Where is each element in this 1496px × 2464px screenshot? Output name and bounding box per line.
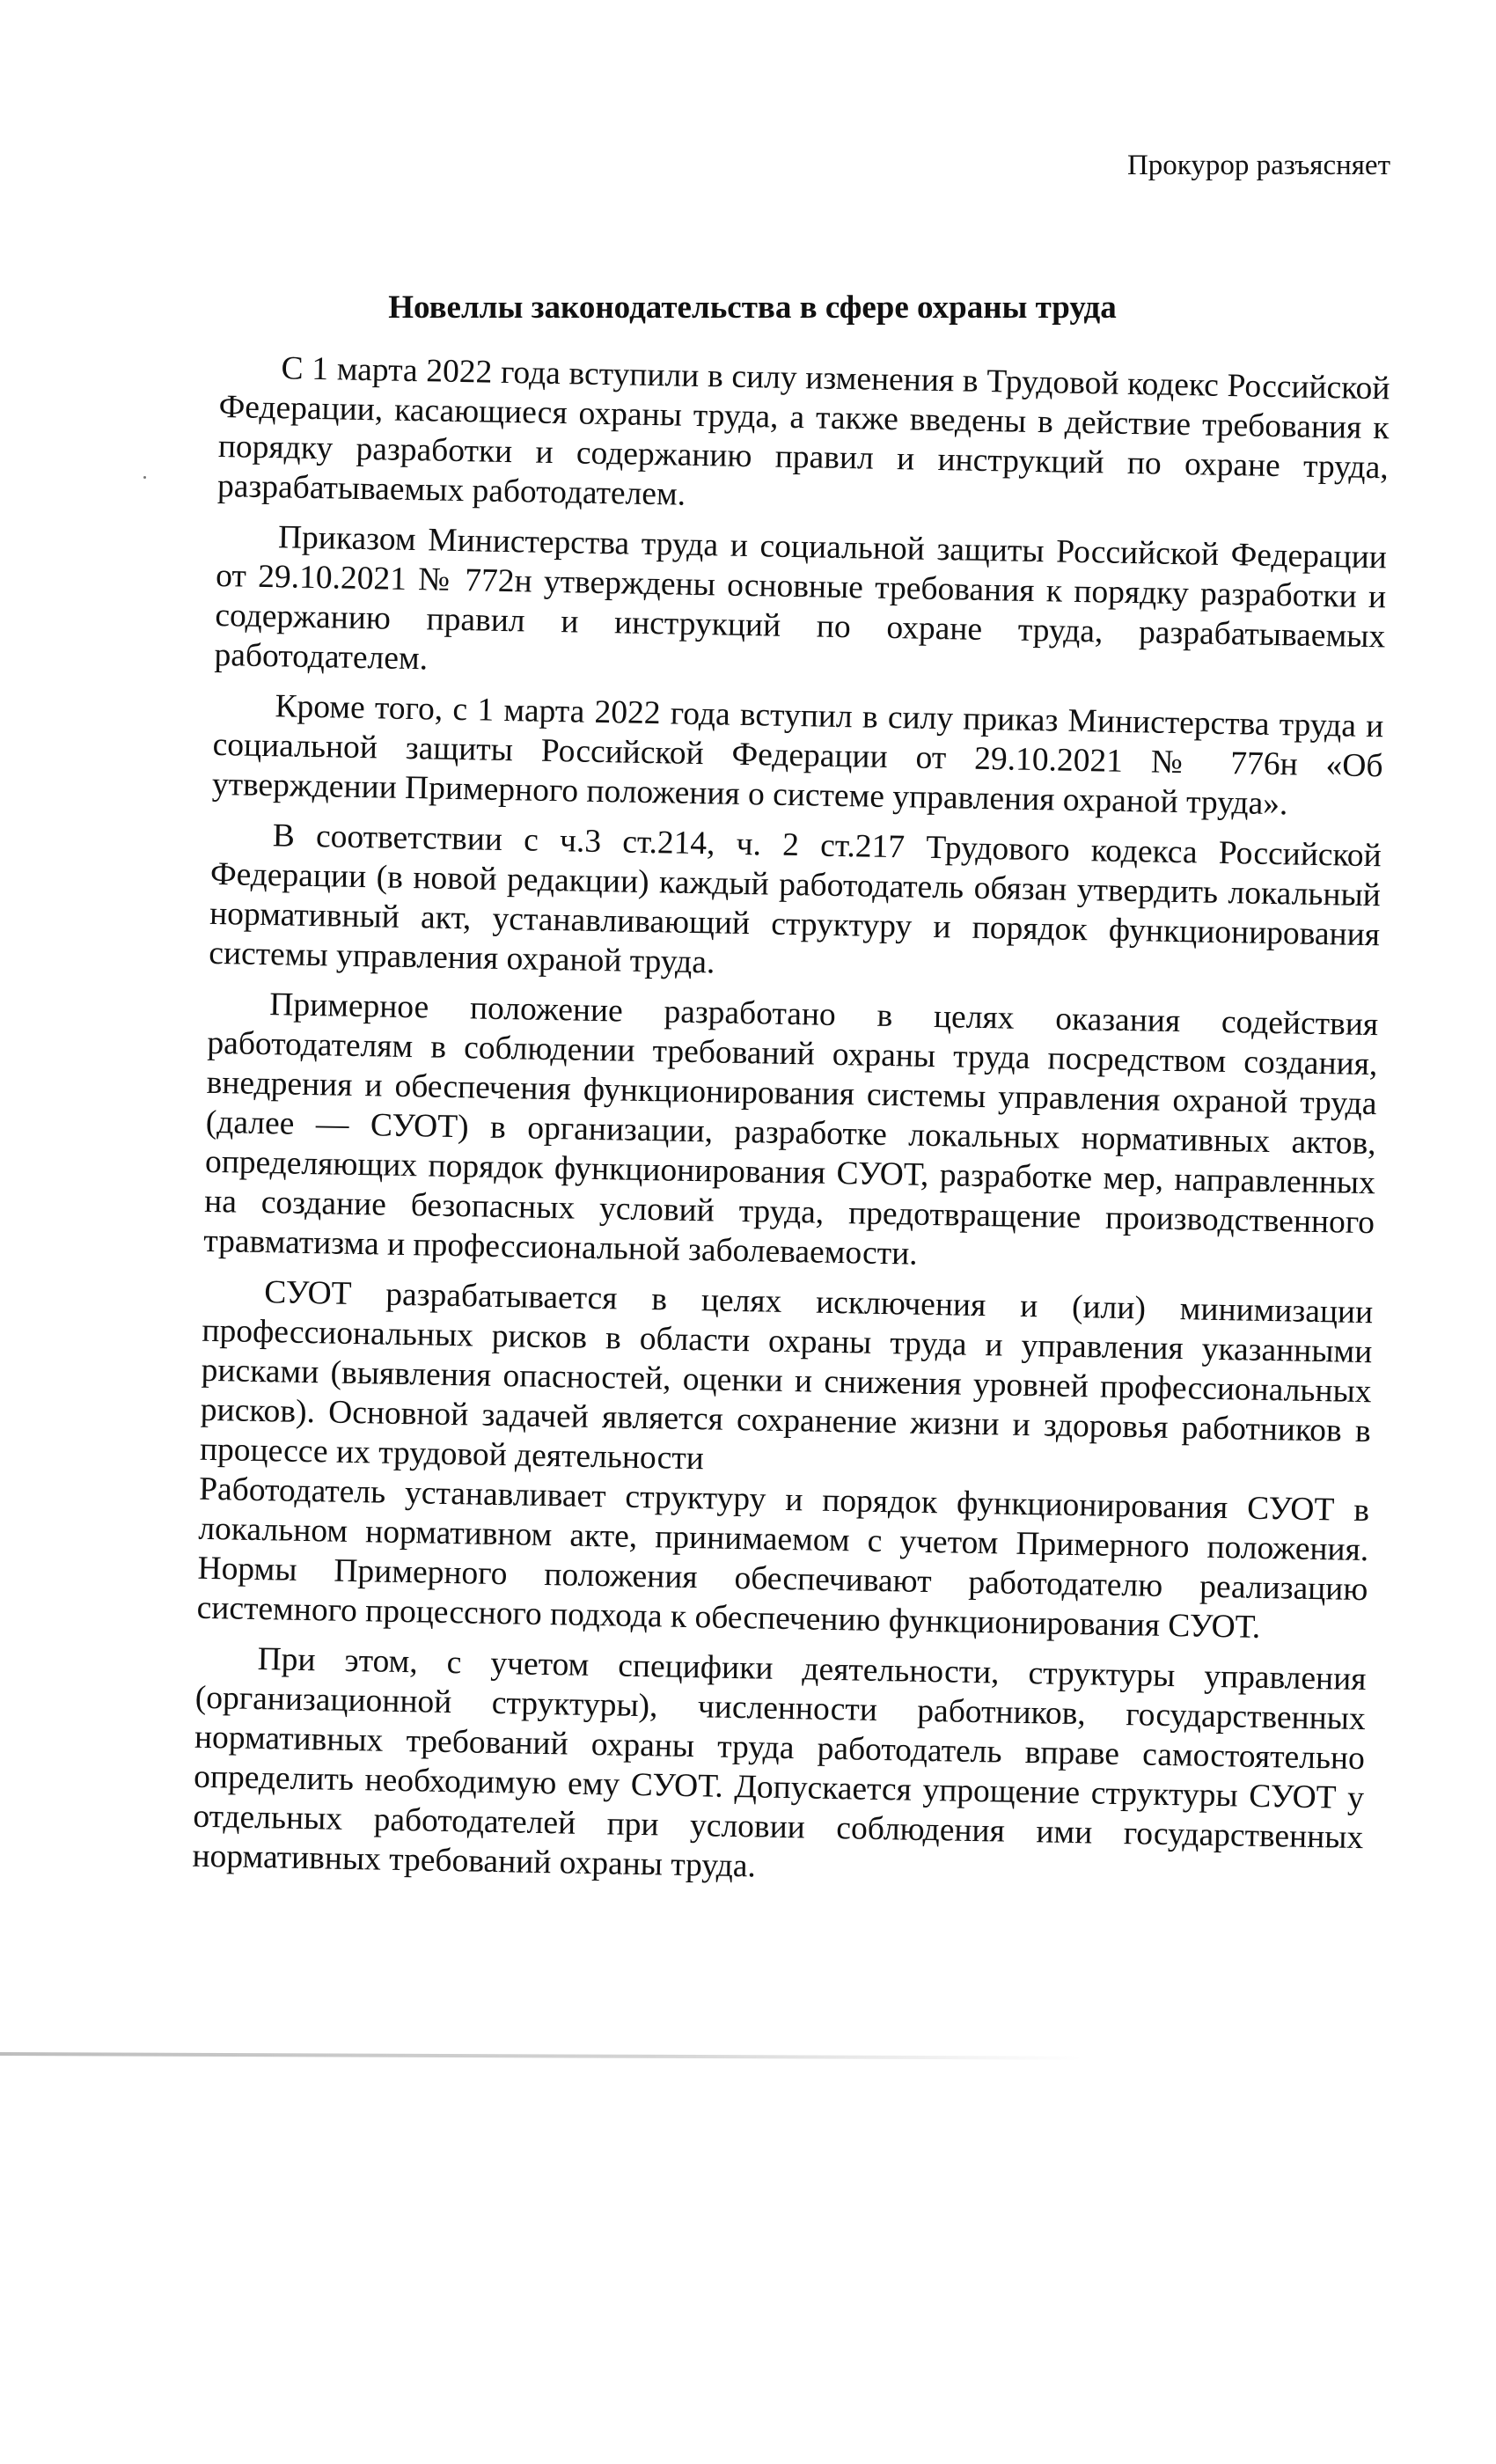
paragraph: Приказом Министерства труда и социальной защиты Российской Федерации от 29.10.2021 № 772н утверждены основные требования к порядку разработки и содержанию правил и инструкций по охране труда, разрабатываемых работодателем. [214,519,1388,678]
paragraph: Примерное положение разработано в целях оказания содействия работодателям в соблюдении требований охраны труда посредством создания, внедрения и обеспечения функционирования системы управления охраной труда (далее — СУОТ) в организации, разработке локальных нормативных актов, определяющих порядок функционирования СУОТ, разработке мер, направленных на создание безопасных условий труда, предотвращение производственного травматизма и профессиональной заболеваемости. [203,986,1379,1272]
paragraph: С 1 марта 2022 года вступили в силу изменения в Трудовой кодекс Российской Федерации, касающиеся охраны труда, а также введены в действие требования к порядку разработки и содержанию правил и инструкций по охране труда, разрабатываемых работодателем. [216,350,1390,513]
header-note: Прокурор разъясняет [1126,150,1390,181]
document-title: Новеллы законодательства в сфере охраны труда [388,290,1117,326]
paragraph: При этом, с учетом специфики деятельности, структуры управления (организационной структуры), численности работников, государственных нормативных требований охраны труда работодатель вправе самостоятельно определить необходимую ему СУОТ. Допускается упрощение структуры СУОТ у отдельных работодателей при условии соблюдения ими государственных нормативных требований охраны труда. [192,1641,1367,1885]
paragraph: Кроме того, с 1 марта 2022 года вступил в силу приказ Министерства труда и социальной защиты Российской Федерации от 29.10.2021 № 776н «Об утверждении Примерного положения о системе управления охраной труда». [211,688,1384,823]
paragraph: СУОТ разрабатывается в целях исключения и (или) минимизации профессиональных рисков в области охраны труда и управления указанными рисками (выявления опасностей, оценки и снижения уровней профессиональных рисков). Основной задачей является сохранение жизни и здоровья работников в процессе их трудовой деятельности [199,1274,1374,1478]
scan-speck [143,476,146,479]
document-body [192,348,1390,1897]
paragraph: В соответствии с ч.3 ст.214, ч. 2 ст.217 Трудового кодекса Российской Федерации (в новой редакции) каждый работодатель обязан утвердить локальный нормативный акт, устанавливающий структуру и порядок функционирования системы управления охраной труда. [209,818,1382,981]
paragraph: Работодатель устанавливает структуру и порядок функционирования СУОТ в локальном нормативном акте, принимаемом с учетом Примерного положения. Нормы Примерного положения обеспечивают работодателю реализацию системного процессного подхода к обеспечению функционирования СУОТ. [196,1470,1370,1646]
scan-edge-line [0,2052,1082,2060]
